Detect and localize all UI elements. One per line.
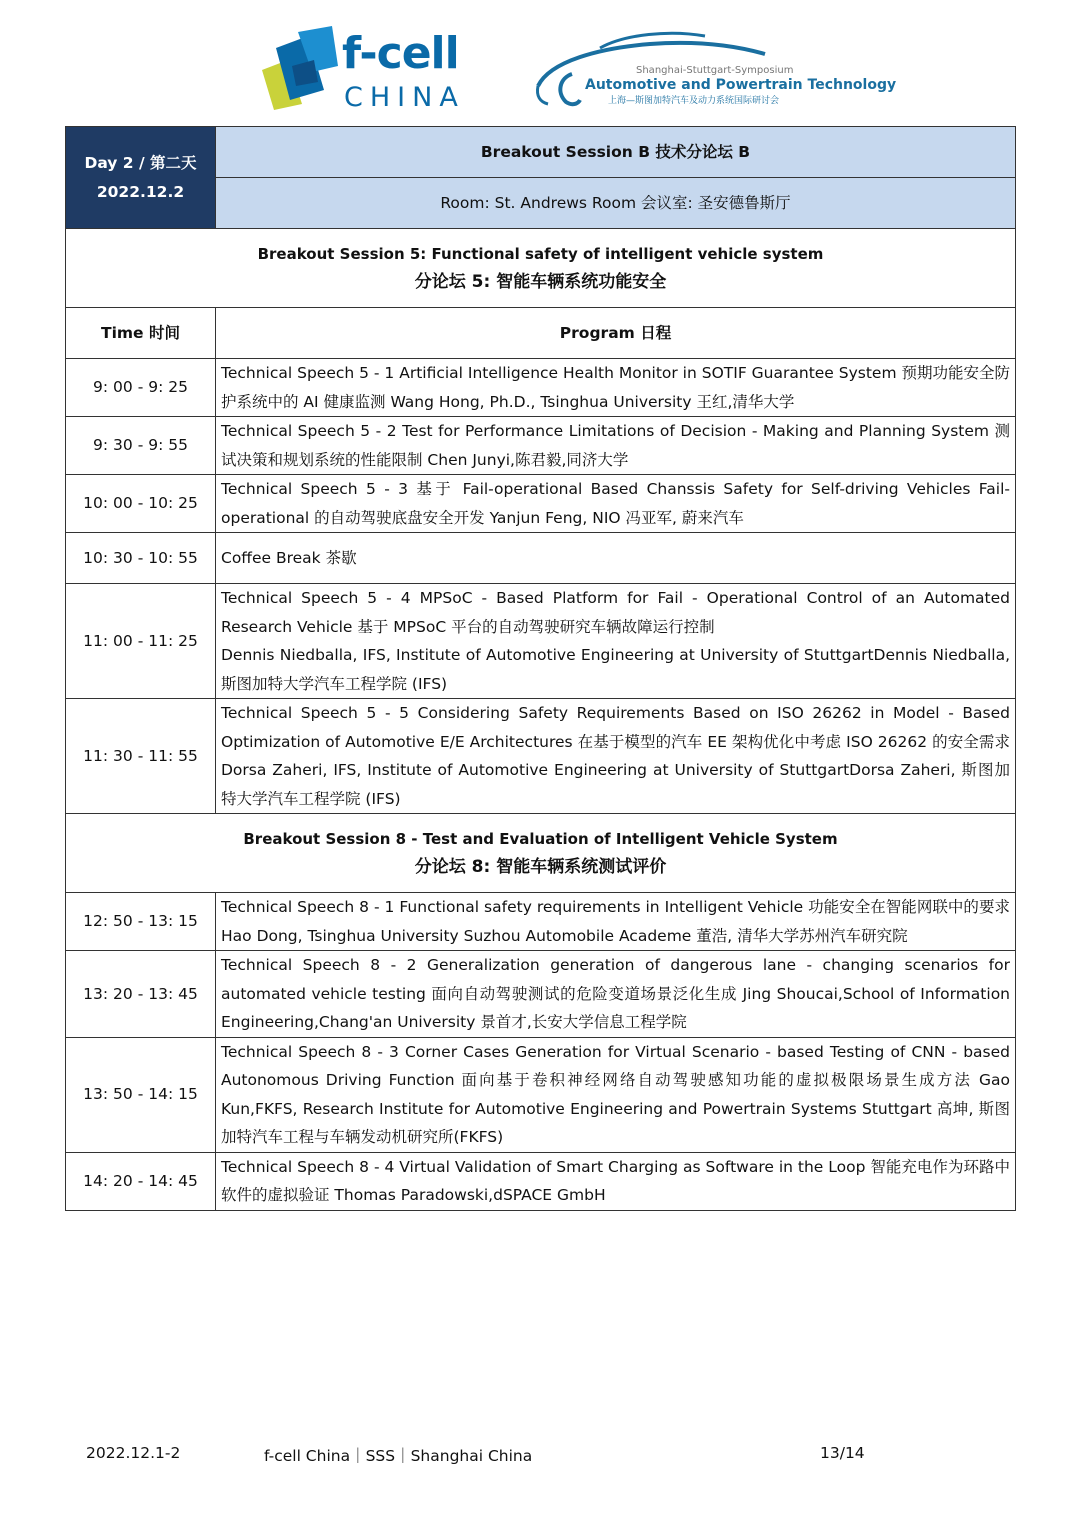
row-program: Coffee Break 茶歇 [216,533,1016,584]
page-footer [0,1444,1080,1466]
table-row [66,359,1016,417]
sss-logo [530,26,897,116]
table-row [66,475,1016,533]
day-cell [66,127,216,229]
column-header-time: Time 时间 [66,308,216,359]
session-8-title-en: Breakout Session 8 - Test and Evaluation of Intelligent Vehicle System [243,829,838,848]
row-program: Technical Speech 5 - 3 基于 Fail-operational Based Chanssis Safety for Self-driving Vehicles Fail-operational 的自动驾驶底盘安全开发 Yanjun Feng, NIO 冯亚军, 蔚来汽车 [216,475,1016,533]
footer-event: f-cell China｜SSS｜Shanghai China [264,1447,533,1465]
table-row [66,417,1016,475]
row-program: Technical Speech 5 - 1 Artificial Intelligence Health Monitor in SOTIF Guarantee System 预期功能安全防护系统中的 AI 健康监测 Wang Hong, Ph.D., Tsinghua University 王红,清华大学 [216,359,1016,417]
row-time: 10: 30 - 10: 55 [66,533,216,584]
breakout-title: Breakout Session B 技术分论坛 B [216,127,1016,178]
row-time: 13: 20 - 13: 45 [66,951,216,1038]
row-time: 11: 00 - 11: 25 [66,584,216,699]
table-row [66,951,1016,1038]
fcell-logo-sub: CHINA [344,82,465,113]
row-time: 14: 20 - 14: 45 [66,1152,216,1210]
row-time: 9: 00 - 9: 25 [66,359,216,417]
row-time: 12: 50 - 13: 15 [66,893,216,951]
header-logos [0,18,1080,118]
session-8-title-cn: 分论坛 8: 智能车辆系统测试评价 [414,857,667,877]
row-program-title: Technical Speech 5 - 4 MPSoC - Based Platform for Fail - Operational Control of an Automated Research Vehicle 基于 MPSoC 平台的自动驾驶研究车辆故障运行控制 [221,589,1010,636]
sss-logo-line1: Shanghai-Stuttgart-Symposium [636,65,794,76]
footer-date: 2022.12.1-2 [86,1444,181,1462]
row-time: 13: 50 - 14: 15 [66,1037,216,1152]
header-row-title [66,127,1016,178]
table-row [66,1037,1016,1152]
table-row [66,893,1016,951]
row-program: Technical Speech 5 - 5 Considering Safety Requirements Based on ISO 26262 in Model - Based Optimization of Automotive E/E Architectures 在基于模型的汽车 EE 架构优化中考虑 ISO 26262 的安全需求 Dorsa Zaheri, IFS, Institute of Automotive Engineering at University of StuttgartDorsa Zaheri, 斯图加特大学汽车工程学院 (IFS) [216,699,1016,814]
row-program: Technical Speech 8 - 1 Functional safety requirements in Intelligent Vehicle 功能安全在智能网联中的要求 Hao Dong, Tsinghua University Suzhou Automobile Academe 董浩, 清华大学苏州汽车研究院 [216,893,1016,951]
table-row [66,1152,1016,1210]
fcell-logo-name: f-cell [342,28,459,79]
fcell-logo-mark-icon [262,26,340,110]
session-8-title [66,814,1016,893]
footer-page-number: 13/14 [820,1444,865,1462]
sss-logo-line3: 上海—斯图加特汽车及动力系统国际研讨会 [608,96,780,106]
day-label: Day 2 / 第二天 [84,154,197,172]
row-program-speaker: Dennis Niedballa, IFS, Institute of Automotive Engineering at University of StuttgartDennis Niedballa, 斯图加特大学汽车工程学院 (IFS) [221,646,1010,693]
table-row [66,533,1016,584]
row-time: 10: 00 - 10: 25 [66,475,216,533]
row-program [216,584,1016,699]
day-date: 2022.12.2 [96,182,185,201]
column-header-program: Program 日程 [216,308,1016,359]
table-row [66,699,1016,814]
session-5-row [66,229,1016,308]
sss-logo-line2: Automotive and Powertrain Technology [585,77,897,93]
column-header-row [66,308,1016,359]
row-time: 11: 30 - 11: 55 [66,699,216,814]
session-5-title-cn: 分论坛 5: 智能车辆系统功能安全 [414,272,667,292]
room-label: Room: St. Andrews Room 会议室: 圣安德鲁斯厅 [216,178,1016,229]
fcell-china-logo [262,26,465,116]
session-5-title-en: Breakout Session 5: Functional safety of intelligent vehicle system [257,244,824,263]
table-row [66,584,1016,699]
row-time: 9: 30 - 9: 55 [66,417,216,475]
row-program: Technical Speech 8 - 3 Corner Cases Generation for Virtual Scenario - based Testing of CNN - based Autonomous Driving Function 面向基于卷积神经网络自动驾驶感知功能的虚拟极限场景生成方法 Gao Kun,FKFS, Research Institute for Automotive Engineering and Powertrain Systems Stuttgart 高坤, 斯图加特汽车工程与车辆发动机研究所(FKFS) [216,1037,1016,1152]
row-program: Technical Speech 8 - 4 Virtual Validation of Smart Charging as Software in the Loop 智能充电作为环路中软件的虚拟验证 Thomas Paradowski,dSPACE GmbH [216,1152,1016,1210]
session-5-title [66,229,1016,308]
session-8-row [66,814,1016,893]
row-program: Technical Speech 5 - 2 Test for Performance Limitations of Decision - Making and Planning System 测试决策和规划系统的性能限制 Chen Junyi,陈君毅,同济大学 [216,417,1016,475]
row-program: Technical Speech 8 - 2 Generalization generation of dangerous lane - changing scenarios for automated vehicle testing 面向自动驾驶测试的危险变道场景泛化生成 Jing Shoucai,School of Information Engineering,Chang'an University 景首才,长安大学信息工程学院 [216,951,1016,1038]
schedule-table [65,126,1016,1211]
